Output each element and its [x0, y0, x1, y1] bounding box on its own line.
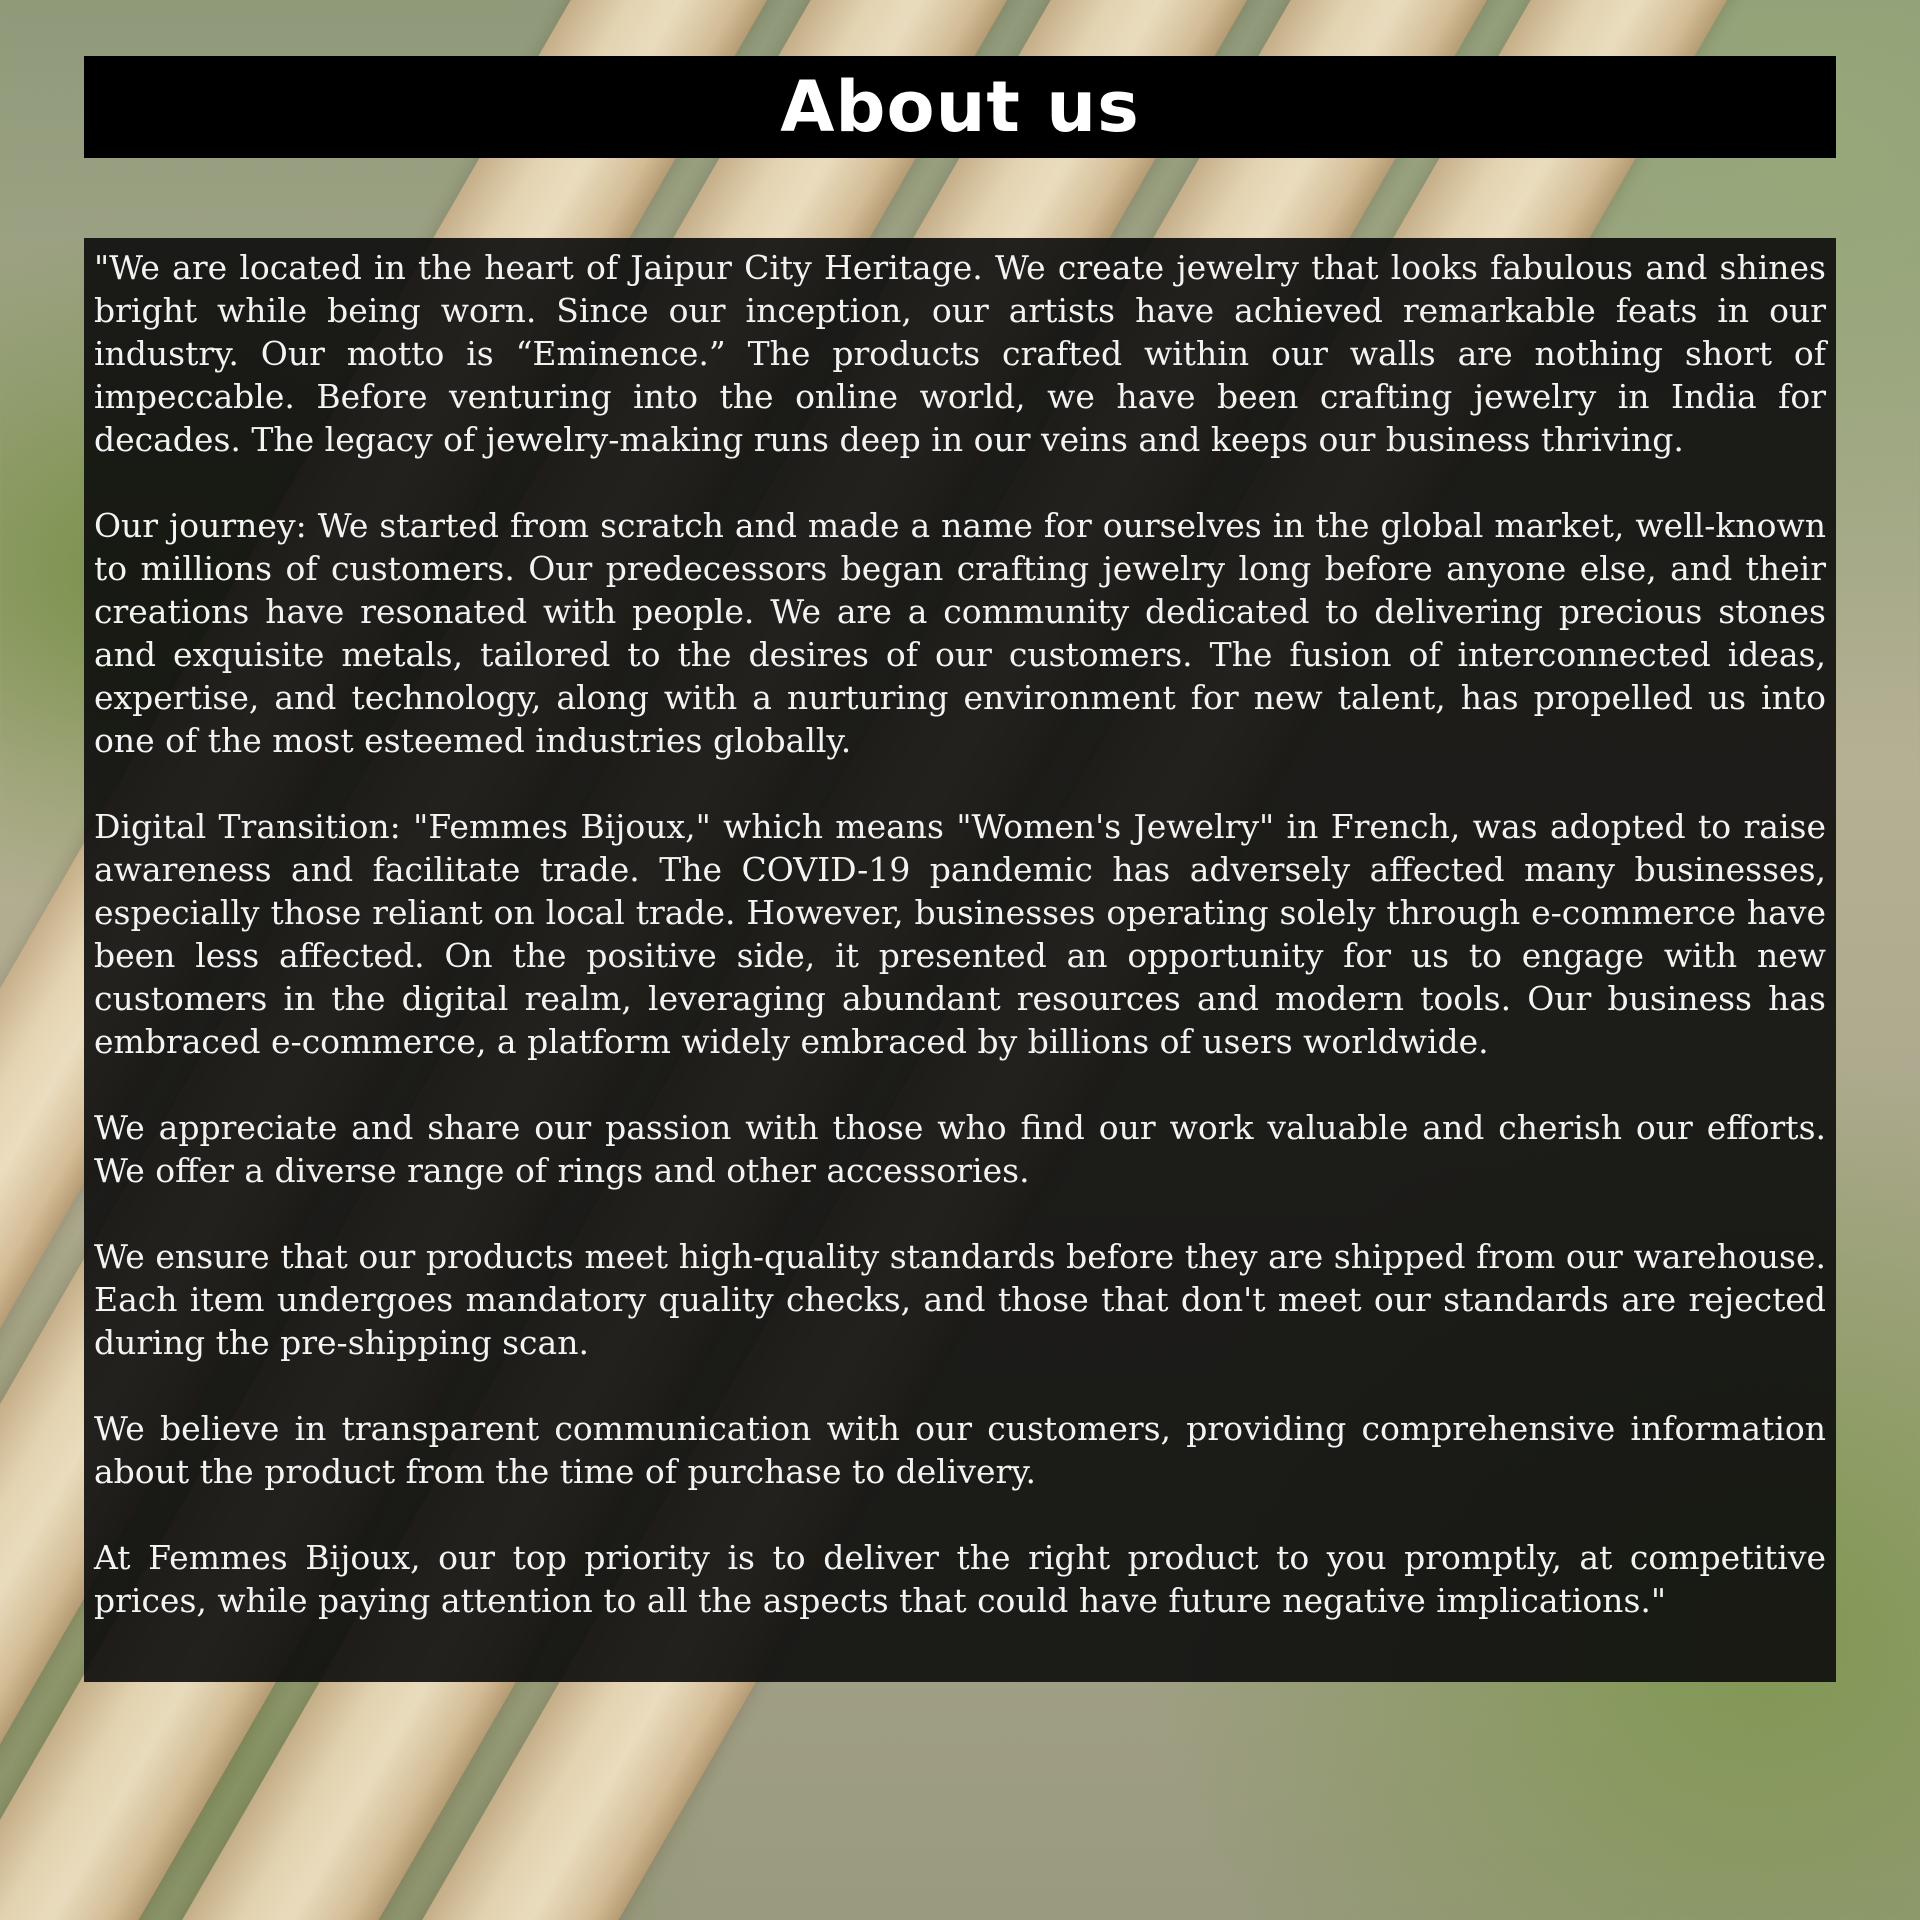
page-title: About us: [780, 66, 1140, 148]
paragraph-quality: We ensure that our products meet high-quality standards before they are shipped from our warehouse. Each item undergoes mandatory quality checks, and those that don't meet our standards are rejected during the pre-shipping scan.: [94, 1237, 1826, 1362]
paragraph-journey: Our journey: We started from scratch and made a name for ourselves in the global market, well-known to millions of customers. Our predecessors began crafting jewelry long before anyone else, and their creations have resonated with people. We are a community dedicated to delivering precious stones and exquisite metals, tailored to the desires of our customers. The fusion of interconnected ideas, expertise, and technology, along with a nurturing environment for new talent, has propelled us into one of the most esteemed industries globally.: [94, 506, 1826, 760]
paragraph-passion: We appreciate and share our passion with those who find our work valuable and cherish our efforts. We offer a diverse range of rings and other accessories.: [94, 1108, 1826, 1190]
paragraph-intro: "We are located in the heart of Jaipur City Heritage. We create jewelry that looks fabulous and shines bright while being worn. Since our inception, our artists have achieved remarkable feats in our industry. Our motto is “Eminence.” The products crafted within our walls are nothing short of impeccable. Before venturing into the online world, we have been crafting jewelry in India for decades. The legacy of jewelry-making runs deep in our veins and keeps our business thriving.: [94, 248, 1826, 459]
about-content-panel: [84, 238, 1836, 1682]
title-bar: [84, 56, 1836, 158]
paragraph-digital-transition: Digital Transition: "Femmes Bijoux," which means "Women's Jewelry" in French, was adopted to raise awareness and facilitate trade. The COVID-19 pandemic has adversely affected many businesses, especially those reliant on local trade. However, businesses operating solely through e-commerce have been less affected. On the positive side, it presented an opportunity for us to engage with new customers in the digital realm, leveraging abundant resources and modern tools. Our business has embraced e-commerce, a platform widely embraced by billions of users worldwide.: [94, 807, 1826, 1061]
paragraph-priority: At Femmes Bijoux, our top priority is to deliver the right product to you promptly, at competitive prices, while paying attention to all the aspects that could have future negative implications.": [94, 1538, 1826, 1620]
paragraph-communication: We believe in transparent communication with our customers, providing comprehensive information about the product from the time of purchase to delivery.: [94, 1409, 1826, 1491]
